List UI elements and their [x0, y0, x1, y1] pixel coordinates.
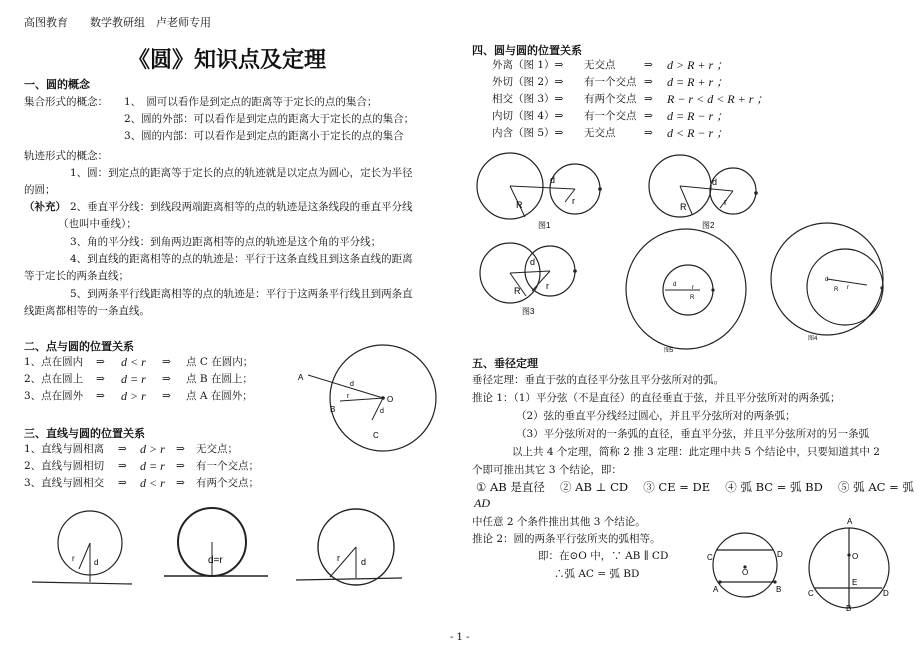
label-r: r	[546, 281, 549, 291]
point-relation: d = r	[121, 372, 146, 386]
point-circle-left-col	[24, 354, 83, 405]
label-r: r	[72, 554, 75, 563]
page-title: 《圆》知识点及定理	[128, 47, 327, 73]
label-a: A	[847, 517, 853, 526]
point-row-left: 3、点在圆外	[24, 390, 84, 402]
fig5-circle-big	[626, 229, 746, 349]
cc-row-mid: 无交点	[584, 127, 616, 139]
chord-diagrams	[700, 512, 900, 612]
intersect-line	[296, 578, 402, 580]
circle-circle-left-col	[492, 57, 563, 142]
cc-relation: d < R − r ；	[667, 126, 729, 140]
line-relation: d = r	[140, 459, 165, 473]
circle-circle-rel-col	[667, 57, 768, 142]
line-relation: d < r	[140, 476, 165, 490]
locus-4a: 4、到直线的距离相等的点的轨迹是：平行于这条直线且到这条直线的距离	[70, 253, 413, 265]
point-right-col	[186, 354, 253, 405]
point-arrows-col: ⇒ ⇒ ⇒	[96, 356, 105, 402]
point-relations-col	[121, 354, 146, 405]
corollary-note-2: 个即可推出其它 3 个结论，即：	[472, 464, 622, 476]
label-r: r	[572, 196, 575, 206]
line-relations-col	[140, 441, 165, 492]
fig2-caption: 图2	[702, 221, 715, 230]
fig1-caption: 图1	[538, 221, 551, 230]
fig2-center-line	[680, 186, 733, 191]
intersect-radius	[330, 547, 356, 577]
cc-row-left: 相交（图 3）⇒	[492, 93, 564, 105]
locus-label: 轨迹形式的概念：	[24, 150, 108, 162]
page-header: 高图教育 数学教研组 卢老师专用	[24, 16, 211, 29]
label-o: O	[742, 568, 749, 577]
set-item-3: 3、圆的内部：可以看作是到定点的距离小于定长的点的集合	[124, 130, 404, 142]
label-R: R	[516, 200, 523, 210]
label-d: d	[350, 381, 354, 388]
fig3-caption: 图3	[522, 307, 535, 316]
label-o: O	[852, 552, 859, 561]
cc-arrows-col: ⇒ ⇒ ⇒ ⇒ ⇒	[644, 59, 653, 139]
label-R: R	[514, 286, 521, 296]
section-2-heading: 二、点与圆的位置关系	[24, 340, 134, 353]
point-relation: d > r	[121, 389, 146, 403]
label-a: A	[298, 373, 304, 382]
line-relation: d > r	[140, 442, 165, 456]
label-d: d	[530, 257, 536, 267]
label-b: B	[846, 604, 852, 613]
circle-circle-diagrams	[470, 148, 910, 354]
label-d: d	[94, 558, 99, 567]
label-a: A	[713, 585, 719, 594]
label-b: B	[776, 585, 782, 594]
label-R: R	[680, 202, 687, 212]
corollary-note: 以上共 4 个定理，简称 2 推 3 定理：此定理中共 5 个结论中，只要知道其中 2	[512, 446, 880, 458]
line-row-right: 有一个交点；	[196, 460, 259, 472]
section-4-heading: 四、圆与圆的位置关系	[472, 44, 582, 57]
cc-relation: d > R + r ；	[667, 58, 729, 72]
line-circle-left-col	[24, 441, 104, 492]
locus-1b: 的圆；	[24, 184, 56, 196]
point-row-left: 2、点在圆上	[24, 373, 84, 385]
corollary-1: 推论 1：（1）平分弦（不是直径）的直径垂直于弦，并且平分弦所对的两条弧；	[472, 392, 841, 404]
point-arrows-col-2: ⇒ ⇒ ⇒	[162, 356, 171, 402]
line-row-left: 1、直线与圆相离	[24, 443, 105, 455]
label-c: C	[808, 589, 814, 598]
set-item-2: 2、圆的外部：可以看作是到定点的距离大于定长的点的集合；	[124, 113, 415, 125]
cc-row-mid: 有两个交点	[584, 93, 637, 105]
separate-radius	[79, 543, 90, 569]
label-c: C	[707, 553, 713, 562]
label-d2: d	[380, 408, 384, 415]
label-r: r	[847, 285, 849, 291]
label-d-eq-r: d=r	[208, 555, 223, 566]
set-item-1: 1、 圆可以看作是到定点的距离等于定长的点的集合；	[124, 96, 378, 108]
label-d: d	[361, 557, 367, 567]
set-label: 集合形式的概念：	[24, 96, 108, 108]
line-row-right: 无交点；	[196, 443, 238, 455]
cc-row-mid: 有一个交点	[584, 76, 637, 88]
label-d: D	[777, 550, 783, 559]
line-row-right: 有两个交点；	[196, 477, 259, 489]
cc-row-left: 外切（图 2）⇒	[492, 76, 564, 88]
line-right-col	[196, 441, 259, 492]
label-r: r	[347, 393, 350, 400]
conditions-list: ① AB 是直径 ② AB ⊥ CD ③ CE = DE ④ 弧 BC = 弧 BD ⑤ 弧 AC = 弧	[476, 480, 914, 494]
line-circle-diagrams	[24, 505, 404, 595]
segment-oa	[308, 375, 383, 398]
point-row-right: 点 B 在圆上；	[186, 373, 253, 385]
label-o: O	[387, 395, 394, 404]
label-d: d	[550, 175, 556, 185]
fig4-caption: 图4	[808, 336, 818, 342]
corollary-2-conclusion: ∴弧 AC = 弧 BD	[554, 568, 640, 580]
point-circle-diagram	[290, 350, 440, 450]
corollary-2-given: 即：在⊙O 中，∵ AB ∥ CD	[538, 550, 669, 562]
label-b: B	[330, 405, 336, 414]
point-row-right: 点 A 在圆外；	[186, 390, 253, 402]
line-arrows-col: ⇒ ⇒ ⇒	[118, 443, 127, 489]
locus-1a: 1、圆：到定点的距离等于定长的点的轨迹就是以定点为圆心，定长为半径	[70, 167, 413, 179]
label-d: d	[673, 282, 677, 288]
label-r: r	[692, 285, 694, 291]
cc-relation: d = R + r ；	[667, 75, 729, 89]
separate-line	[32, 582, 132, 584]
conditions-tail: AD	[474, 496, 490, 510]
locus-5a: 5、到两条平行线距离相等的点的轨迹是：平行于这两条平行线且到两条直	[70, 288, 413, 300]
locus-3: 3、角的平分线：到角两边距离相等的点的轨迹是这个角的平分线；	[70, 236, 382, 248]
parallel-chord-circle	[713, 533, 777, 597]
label-R: R	[834, 287, 839, 293]
cc-relation: R − r < d < R + r ；	[667, 92, 769, 106]
label-c: C	[373, 431, 379, 440]
label-r: r	[724, 197, 727, 207]
corollary-1-2: （2）弦的垂直平分线经过圆心，并且平分弦所对的两条弧；	[516, 410, 796, 422]
label-d: d	[825, 277, 829, 283]
cc-relation: d = R − r ；	[667, 109, 729, 123]
corollary-1-3: （3）平分弦所对的一条弧的直径，垂直平分弦，并且平分弦所对的另一条弧	[516, 428, 870, 440]
point-row-right: 点 C 在圆内；	[186, 356, 254, 368]
cc-row-mid: 无交点	[584, 59, 616, 71]
circle-circle-mid-col	[584, 57, 637, 142]
line-row-left: 2、直线与圆相切	[24, 460, 105, 472]
locus-2a: 2、垂直平分线：到线段两端距离相等的点的轨迹是这条线段的垂直平分线	[70, 201, 413, 213]
locus-5b: 线距离都相等的一条直线。	[24, 305, 150, 317]
locus-4b: 等于定长的两条直线；	[24, 270, 129, 282]
locus-2b: （也叫中垂线）；	[58, 218, 137, 230]
section-5-heading: 五、垂径定理	[472, 357, 538, 370]
center-point	[381, 396, 385, 400]
label-r: r	[337, 553, 340, 563]
cc-row-mid: 有一个交点	[584, 110, 637, 122]
cc-row-left: 内切（图 4）⇒	[492, 110, 564, 122]
label-R: R	[690, 295, 695, 301]
corollary-2: 推论 2：圆的两条平行弦所夹的弧相等。	[472, 533, 661, 545]
page-number: - 1 -	[450, 632, 470, 643]
fig3-center-line	[510, 271, 550, 273]
label-d: D	[883, 589, 889, 598]
theorem-text: 垂径定理：垂直于弦的直径平分弦且平分弦所对的弧。	[472, 374, 724, 386]
point-relation: d < r	[121, 355, 146, 369]
label-d: d	[712, 177, 718, 187]
line-arrows-col-2: ⇒ ⇒ ⇒	[176, 443, 185, 489]
point-row-left: 1、点在圆内	[24, 356, 84, 368]
cc-row-left: 内含（图 5）⇒	[492, 127, 564, 139]
section-3-heading: 三、直线与圆的位置关系	[24, 427, 145, 440]
fig4-circle-small	[807, 249, 883, 325]
cc-row-left: 外离（图 1）⇒	[492, 59, 564, 71]
conditions-summary: 中任意 2 个条件推出其他 3 个结论。	[472, 516, 646, 528]
fig5-caption: 图5	[664, 348, 674, 354]
label-e: E	[852, 578, 858, 587]
line-row-left: 3、直线与圆相交	[24, 477, 105, 489]
section-1-heading: 一、圆的概念	[24, 78, 90, 91]
supplement-tag: （补充）	[24, 201, 66, 213]
